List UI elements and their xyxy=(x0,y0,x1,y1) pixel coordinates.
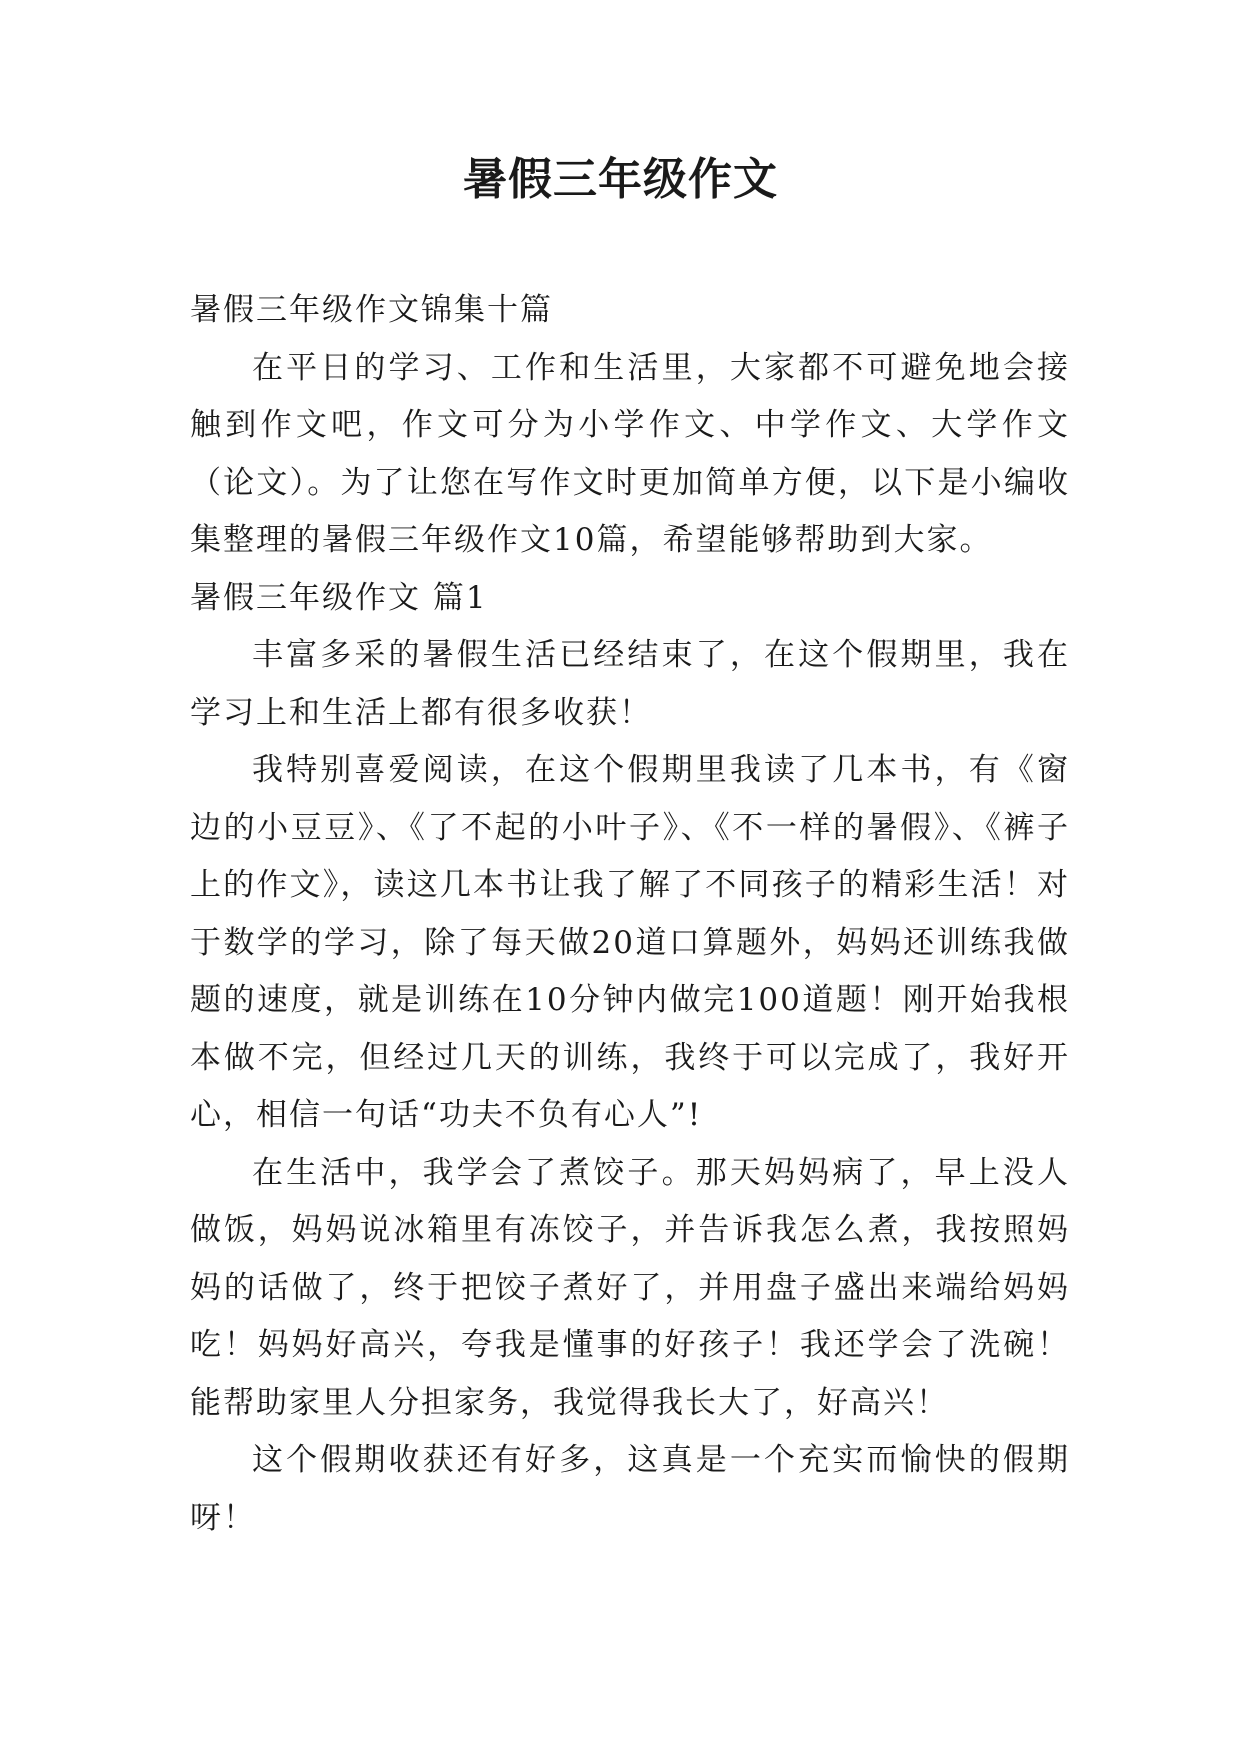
body-paragraph: 在生活中，我学会了煮饺子。那天妈妈病了，早上没人做饭，妈妈说冰箱里有冻饺子，并告诉我怎么煮，我按照妈妈的话做了，终于把饺子煮好了，并用盘子盛出来端给妈妈吃！妈妈好高兴，夸我是懂事的好孩子！我还学会了洗碗！能帮助家里人分担家务，我觉得我长大了，好高兴！ xyxy=(190,1154,1070,1421)
document-body xyxy=(190,282,1070,1547)
document-title: 暑假三年级作文 xyxy=(463,154,778,205)
subtitle-paragraph: 暑假三年级作文锦集十篇 xyxy=(190,292,553,328)
body-paragraph: 我特别喜爱阅读，在这个假期里我读了几本书，有《窗边的小豆豆》、《了不起的小叶子》、《不一样的暑假》、《裤子上的作文》，读这几本书让我了解了不同孩子的精彩生活！对于数学的学习，除了每天做20道口算题外，妈妈还训练我做题的速度，就是训练在10分钟内做完100道题！刚开始我根本做不完，但经过几天的训练，我终于可以完成了，我好开心，相信一句话“功夫不负有心人”! xyxy=(190,752,1070,1133)
intro-paragraph: 在平日的学习、工作和生活里，大家都不可避免地会接触到作文吧，作文可分为小学作文、中学作文、大学作文（论文）。为了让您在写作文时更加简单方便，以下是小编收集整理的暑假三年级作文10篇，希望能够帮助到大家。 xyxy=(190,349,1070,558)
body-paragraph: 这个假期收获还有好多，这真是一个充实而愉快的假期呀！ xyxy=(190,1442,1070,1536)
body-paragraph: 丰富多采的暑假生活已经结束了，在这个假期里，我在学习上和生活上都有很多收获！ xyxy=(190,637,1070,731)
section-heading: 暑假三年级作文 篇1 xyxy=(190,579,488,616)
